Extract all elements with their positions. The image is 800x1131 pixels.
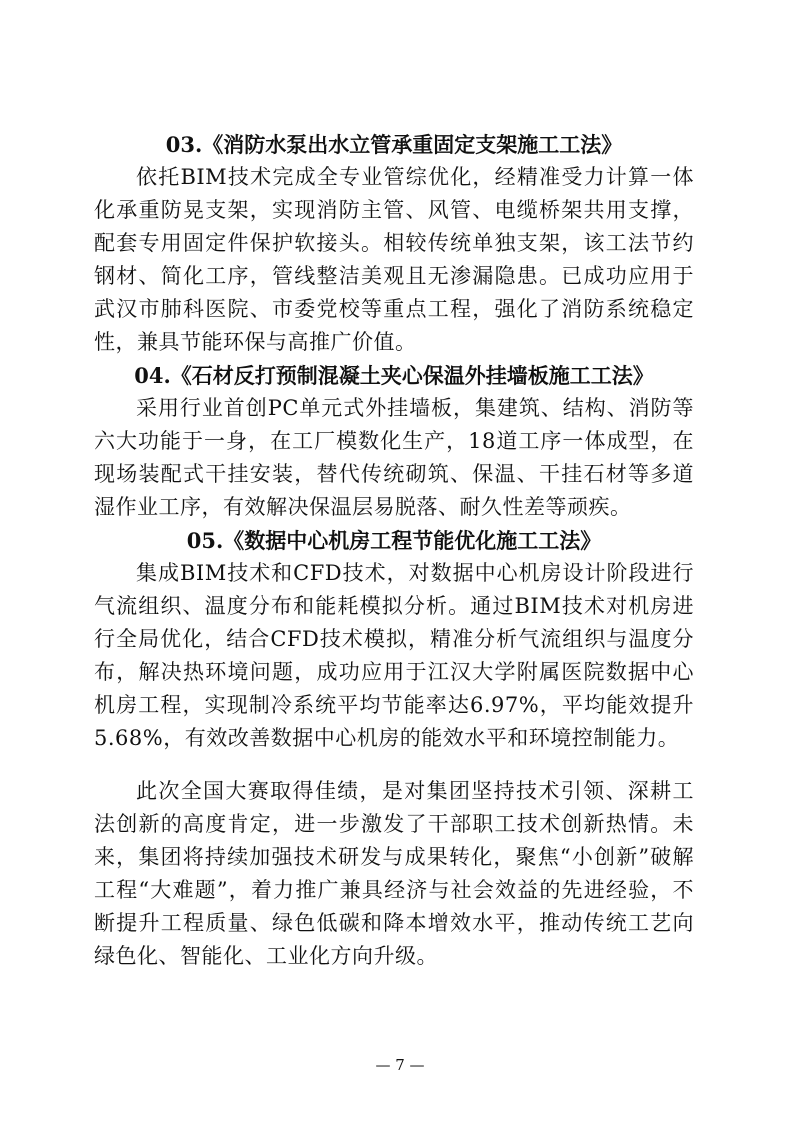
section-body-03: 依托BIM技术完成全专业管综优化，经精准受力计算一体化承重防晃支架，实现消防主管、风管、电缆桥架共用支撑，配套专用固定件保护软接头。相较传统单独支架，该工法节约钢材、简化工序，管线整洁美观且无渗漏隐患。已成功应用于武汉市肺科医院、市委党校等重点工程，强化了消防系统稳定性，兼具节能环保与高推广价值。	[94, 165, 694, 354]
document-content	[94, 128, 694, 973]
section-heading-04: 04.《石材反打预制混凝土夹心保温外挂墙板施工工法》	[134, 363, 654, 388]
section-body-05: 集成BIM技术和CFD技术，对数据中心机房设计阶段进行气流组织、温度分布和能耗模拟分析。通过BIM技术对机房进行全局优化，结合CFD技术模拟，精准分析气流组织与温度分布，解决热环境问题，成功应用于江汉大学附属医院数据中心机房工程，实现制冷系统平均节能率达6.97%，平均能效提升5.68%，有效改善数据中心机房的能效水平和环境控制能力。	[94, 561, 694, 750]
section-body-04: 采用行业首创PC单元式外挂墙板，集建筑、结构、消防等六大功能于一身，在工厂模数化生产，18道工序一体成型，在现场装配式干挂安装，替代传统砌筑、保温、干挂石材等多道湿作业工序，有效解决保温层易脱落、耐久性差等顽疾。	[94, 396, 694, 519]
section-heading-03: 03.《消防水泵出水立管承重固定支架施工工法》	[165, 132, 623, 157]
section-heading-05: 05.《数据中心机房工程节能优化施工工法》	[186, 528, 602, 553]
closing-paragraph: 此次全国大赛取得佳绩，是对集团坚持技术引领、深耕工法创新的高度肯定，进一步激发了干部职工技术创新热情。未来，集团将持续加强技术研发与成果转化，聚焦“小创新”破解工程“大难题”，着力推广兼具经济与社会效益的先进经验，不断提升工程质量、绿色低碳和降本增效水平，推动传统工艺向绿色化、智能化、工业化方向升级。	[94, 779, 694, 968]
paragraph-gap	[94, 755, 694, 775]
page-number: — 7 —	[375, 1056, 425, 1074]
